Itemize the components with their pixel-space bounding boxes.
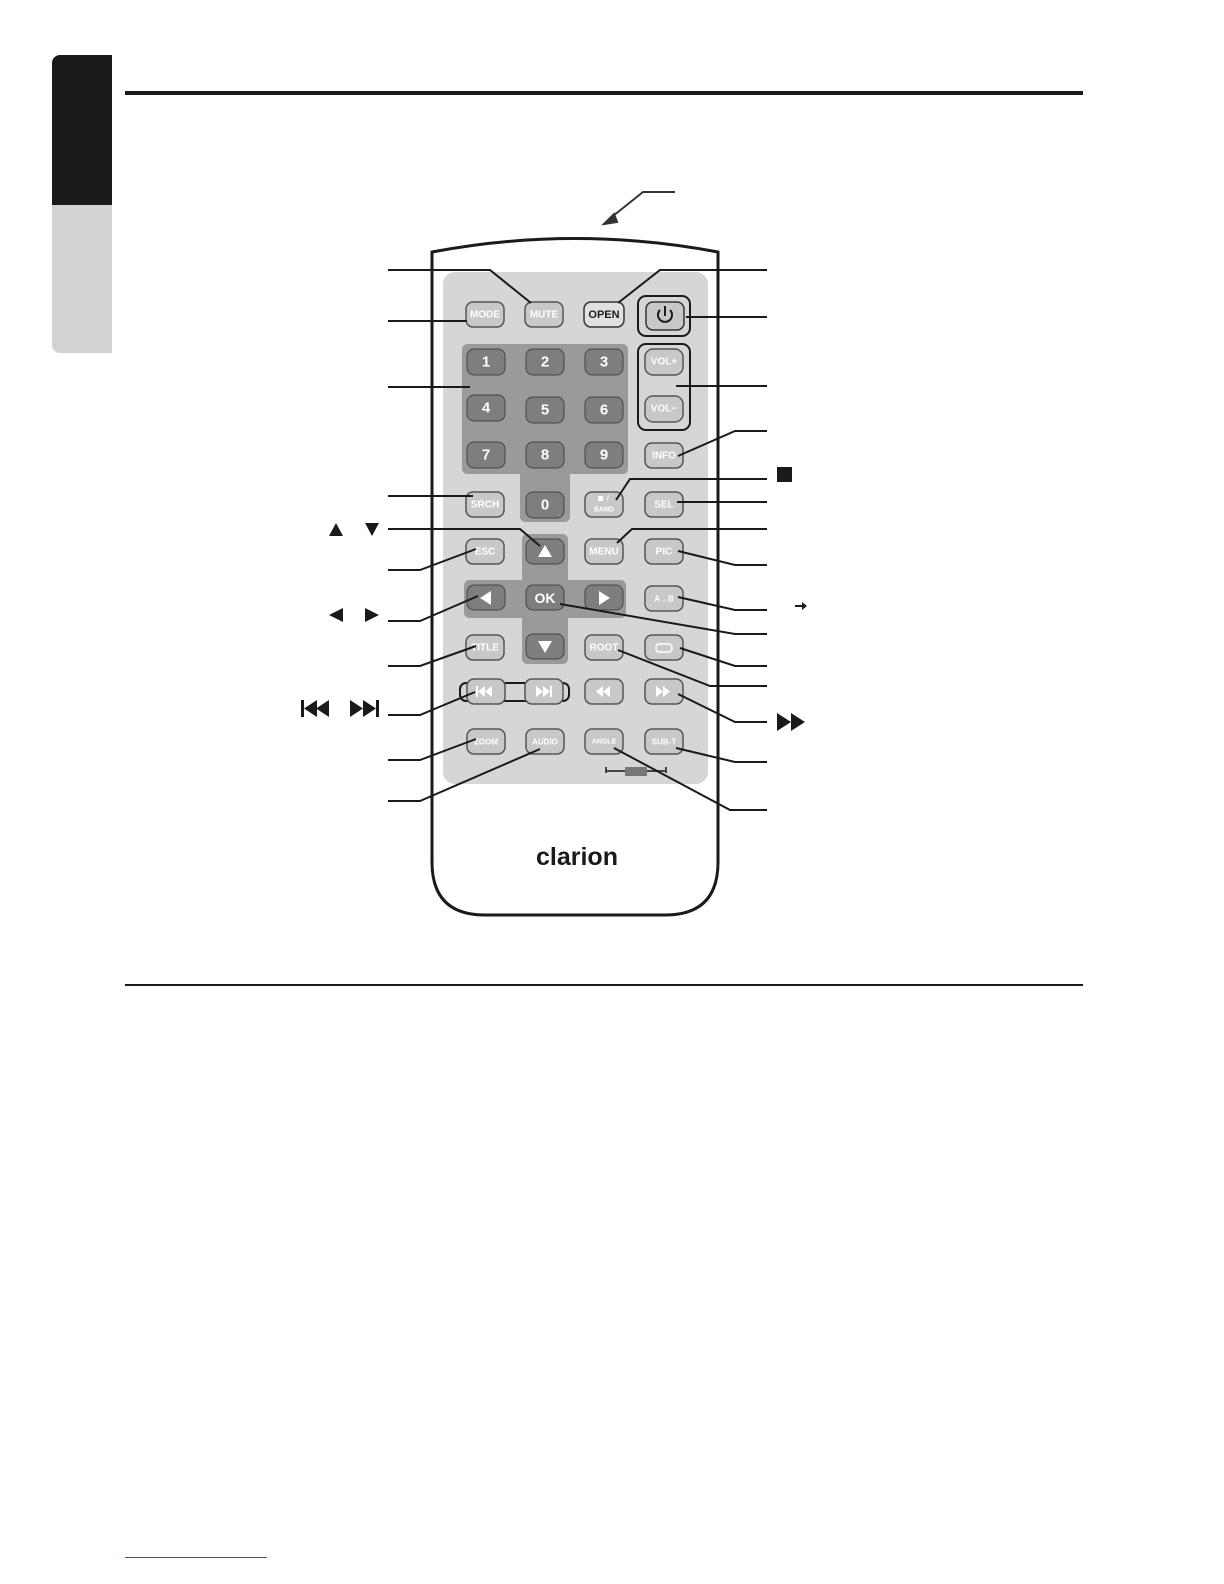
power-button[interactable] (646, 302, 684, 330)
svg-text:ANGLE: ANGLE (591, 738, 617, 746)
svg-text:2: 2 (540, 353, 550, 371)
number-8-button[interactable] (526, 442, 564, 468)
number-1-button[interactable] (467, 349, 505, 375)
triangle-up-icon (329, 523, 343, 536)
vol-plus-button[interactable] (645, 349, 683, 375)
svg-text:SUB-T: SUB-T (651, 737, 677, 747)
svg-text:9: 9 (599, 446, 609, 464)
triangle-down-icon (365, 523, 379, 536)
number-0-button[interactable] (526, 492, 564, 518)
svg-text:MODE: MODE (470, 309, 500, 321)
info-button[interactable] (645, 443, 683, 468)
number-2-button[interactable] (526, 349, 564, 375)
left-callout-symbols (301, 523, 379, 717)
prev-track-button[interactable] (467, 679, 505, 704)
next-track-button[interactable] (525, 679, 563, 704)
subtitle-button[interactable] (645, 729, 683, 754)
pic-button[interactable] (645, 539, 683, 564)
triangle-left-icon (329, 608, 343, 622)
open-button[interactable] (584, 302, 624, 327)
ok-button[interactable] (526, 585, 564, 610)
svg-text:VOL−: VOL− (650, 403, 678, 415)
svg-text:OPEN: OPEN (588, 309, 620, 321)
audio-button[interactable] (526, 729, 564, 754)
svg-text:TITLE: TITLE (471, 642, 499, 654)
down-button[interactable] (526, 634, 564, 659)
ab-repeat-button[interactable] (645, 586, 683, 611)
fast-forward-large-icon (777, 713, 805, 731)
skip-back-large-icon (301, 700, 329, 717)
stop-icon (598, 496, 603, 501)
ir-signal-arrow (604, 192, 675, 224)
brand-logo: clarion (536, 843, 618, 871)
svg-text:A→B: A→B (654, 594, 674, 604)
svg-text:1: 1 (481, 353, 491, 371)
root-button[interactable] (585, 635, 623, 660)
svg-text:OK: OK (534, 590, 556, 606)
vol-minus-button[interactable] (645, 396, 683, 422)
arrow-right-small-icon (795, 602, 807, 610)
svg-text:7: 7 (481, 446, 491, 464)
up-button[interactable] (526, 539, 564, 564)
stop-band-button[interactable] (585, 492, 623, 517)
svg-text:5: 5 (540, 401, 550, 419)
right-callout-symbols (777, 467, 807, 731)
number-5-button[interactable] (526, 397, 564, 423)
zoom-button[interactable] (467, 729, 505, 754)
mode-button[interactable] (466, 302, 504, 327)
svg-text:4: 4 (481, 399, 491, 417)
skip-forward-large-icon (350, 700, 379, 717)
repeat-button[interactable] (645, 635, 683, 660)
svg-text:8: 8 (540, 446, 550, 464)
svg-text:/: / (607, 495, 609, 503)
number-7-button[interactable] (467, 442, 505, 468)
svg-text:3: 3 (599, 353, 609, 371)
number-4-button[interactable] (467, 395, 505, 421)
svg-text:0: 0 (540, 496, 550, 514)
number-3-button[interactable] (585, 349, 623, 375)
mute-button[interactable] (525, 302, 563, 327)
rewind-button[interactable] (585, 679, 623, 704)
svg-text:ZOOM: ZOOM (474, 737, 498, 747)
stop-square-icon (777, 467, 792, 482)
svg-text:PIC: PIC (655, 546, 673, 558)
svg-text:ROOT: ROOT (589, 642, 619, 654)
svg-text:AUDIO: AUDIO (532, 737, 558, 747)
fast-forward-button[interactable] (645, 679, 683, 704)
number-6-button[interactable] (585, 397, 623, 423)
svg-text:INFO: INFO (652, 450, 676, 462)
svg-text:SEL: SEL (654, 499, 674, 511)
svg-text:SRCH: SRCH (470, 499, 500, 511)
svg-text:MUTE: MUTE (529, 309, 559, 321)
svg-text:6: 6 (599, 401, 609, 419)
sel-button[interactable] (645, 492, 683, 517)
right-button[interactable] (585, 585, 623, 610)
triangle-right-icon (365, 608, 379, 622)
svg-text:MENU: MENU (589, 546, 619, 558)
svg-text:VOL+: VOL+ (650, 356, 678, 368)
svg-text:ESC: ESC (474, 546, 496, 558)
number-9-button[interactable] (585, 442, 623, 468)
svg-text:BAND: BAND (593, 506, 615, 514)
